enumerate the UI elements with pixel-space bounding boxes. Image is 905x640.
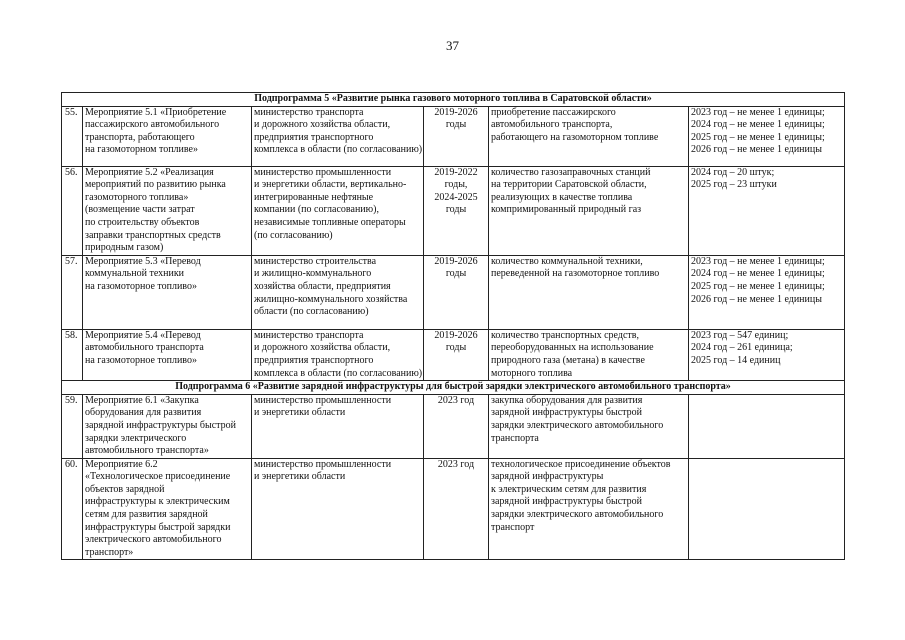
values-cell-line: 2024 год – 20 штук; [691, 166, 775, 178]
row-number [62, 458, 83, 560]
indicator-cell [489, 106, 689, 166]
period-cell-line: годы [445, 119, 467, 131]
period-cell-line: 2019-2022 [434, 166, 478, 178]
measure-cell-line: Мероприятие 5.1 «Приобретение [85, 106, 227, 118]
table-row [62, 255, 845, 329]
measure-cell-line: зарядной инфраструктуры быстрой [85, 419, 236, 431]
row-number [62, 394, 83, 458]
indicator-cell [489, 255, 689, 329]
values-cell-line: 2024 год – 261 единица; [691, 342, 793, 354]
table-row [62, 166, 845, 255]
executor-cell-line: независимые топливные операторы [254, 216, 406, 228]
indicator-cell-line: автомобильного транспорта, [491, 119, 613, 131]
values-cell-line: 2025 год – не менее 1 единицы; [691, 131, 825, 143]
section-header-row [62, 93, 845, 107]
period-cell-line: годы, [444, 179, 468, 191]
executor-cell-line: и дорожного хозяйства области, [254, 119, 391, 131]
indicator-cell-line: моторного топлива [491, 367, 573, 379]
indicator-cell-line: на территории Саратовской области, [491, 179, 647, 191]
indicator-cell-line: реализующих в качестве топлива [491, 191, 633, 203]
period-cell [424, 458, 489, 560]
indicator-cell-line: зарядной инфраструктуры быстрой [491, 407, 642, 419]
executor-cell-line: министерство транспорта [254, 329, 364, 341]
measure-cell-line: коммунальной техники [85, 268, 185, 280]
executor-cell [252, 394, 424, 458]
executor-cell-line: и энергетики области [254, 471, 346, 483]
row-number-line: 60. [65, 458, 78, 470]
measure-cell-line: объектов зарядной [85, 483, 165, 495]
indicator-cell-line: приобретение пассажирского [491, 106, 616, 118]
measure-cell-line: сетям для развития зарядной [85, 509, 208, 521]
period-cell [424, 166, 489, 255]
executor-cell [252, 106, 424, 166]
measure-cell-line: электрического автомобильного [85, 534, 222, 546]
executor-cell-line: (по согласованию) [254, 229, 333, 241]
measure-cell [83, 255, 252, 329]
indicator-cell-line: переоборудованных на использование [491, 342, 654, 354]
values-cell [689, 255, 845, 329]
executor-cell-line: комплекса в области (по согласованию) [254, 144, 423, 156]
executor-cell-line: министерство транспорта [254, 106, 364, 118]
row-number-line: 58. [65, 329, 78, 341]
indicator-cell-line: компримированный природный газ [491, 204, 642, 216]
values-cell [689, 166, 845, 255]
row-number [62, 166, 83, 255]
measure-cell-line: природным газом) [85, 242, 164, 254]
measure-cell-line: по строительству объектов [85, 216, 200, 228]
measure-cell-line: пассажирского автомобильного [85, 119, 220, 131]
executor-cell [252, 255, 424, 329]
measure-cell-line: на газомоторном топливе» [85, 144, 198, 156]
period-cell-line: 2023 год [437, 394, 475, 406]
measure-cell-line: автомобильного транспорта [85, 342, 204, 354]
measure-cell-line: «Технологическое присоединение [85, 471, 231, 483]
measure-cell-line: заправки транспортных средств [85, 229, 221, 241]
row-number [62, 329, 83, 380]
indicator-cell-line: количество коммунальной техники, [491, 255, 643, 267]
period-cell [424, 255, 489, 329]
section-title: Подпрограмма 6 «Развитие зарядной инфраструктуры для быстрой зарядки электрического автомобильного транспорта» [62, 381, 845, 395]
section-title: Подпрограмма 5 «Развитие рынка газового моторного топлива в Саратовской области» [62, 93, 845, 107]
measure-cell-line: Мероприятие 5.4 «Перевод [85, 329, 201, 341]
measure-cell-line: зарядки электрического [85, 432, 187, 444]
row-number [62, 106, 83, 166]
executor-cell-line: министерство промышленности [254, 394, 392, 406]
values-cell [689, 394, 845, 458]
measure-cell [83, 394, 252, 458]
indicator-cell-line: работающего на газомоторном топливе [491, 131, 659, 143]
executor-cell-line: предприятия транспортного [254, 354, 374, 366]
row-number [62, 255, 83, 329]
section-header-row [62, 381, 845, 395]
table-row [62, 329, 845, 380]
executor-cell-line: и жилищно-коммунального [254, 268, 372, 280]
indicator-cell-line: зарядки электрического автомобильного [491, 419, 664, 431]
executor-cell-line: области (по согласованию) [254, 306, 369, 318]
indicator-cell-line: переведенной на газомоторное топливо [491, 268, 660, 280]
period-cell-line: годы [445, 342, 467, 354]
indicator-cell [489, 329, 689, 380]
values-cell-line: 2023 год – не менее 1 единицы; [691, 255, 825, 267]
indicator-cell [489, 458, 689, 560]
indicator-cell [489, 166, 689, 255]
measures-table [61, 92, 845, 560]
period-cell-line: 2019-2026 [434, 255, 478, 267]
measure-cell-line: Мероприятие 6.1 «Закупка [85, 394, 199, 406]
executor-cell-line: министерство промышленности [254, 166, 392, 178]
executor-cell-line: министерство промышленности [254, 458, 392, 470]
executor-cell-line: компании (по согласованию), [254, 204, 379, 216]
row-number-line: 55. [65, 106, 78, 118]
indicator-cell-line: количество газозаправочных станций [491, 166, 651, 178]
table-row [62, 106, 845, 166]
indicator-cell-line: закупка оборудования для развития [491, 394, 643, 406]
executor-cell-line: и энергетики области, вертикально- [254, 179, 407, 191]
measure-cell-line: Мероприятие 6.2 [85, 458, 158, 470]
measure-cell-line: Мероприятие 5.2 «Реализация [85, 166, 214, 178]
measure-cell-line: мероприятий по развитию рынка [85, 179, 226, 191]
values-cell-line: 2026 год – не менее 1 единицы [691, 144, 822, 156]
executor-cell-line: и энергетики области [254, 407, 346, 419]
values-cell [689, 106, 845, 166]
values-cell [689, 458, 845, 560]
indicator-cell-line: технологическое присоединение объектов [491, 458, 671, 470]
row-number-line: 57. [65, 255, 78, 267]
measure-cell-line: транспорта, работающего [85, 131, 195, 143]
table-row [62, 394, 845, 458]
measure-cell-line: оборудования для развития [85, 407, 202, 419]
measure-cell-line: (возмещение части затрат [85, 204, 195, 216]
values-cell-line: 2025 год – 14 единиц [691, 354, 781, 366]
measure-cell-line: Мероприятие 5.3 «Перевод [85, 255, 201, 267]
indicator-cell-line: зарядки электрического автомобильного [491, 509, 664, 521]
period-cell [424, 106, 489, 166]
values-cell-line: 2024 год – не менее 1 единицы; [691, 119, 825, 131]
executor-cell-line: министерство строительства [254, 255, 377, 267]
period-cell-line: 2024-2025 [434, 191, 478, 203]
measure-cell [83, 166, 252, 255]
measure-cell [83, 458, 252, 560]
executor-cell [252, 166, 424, 255]
measure-cell [83, 106, 252, 166]
values-cell-line: 2023 год – 547 единиц; [691, 329, 789, 341]
period-cell-line: годы [445, 204, 467, 216]
values-cell-line: 2025 год – не менее 1 единицы; [691, 280, 825, 292]
values-cell-line: 2026 год – не менее 1 единицы [691, 293, 822, 305]
period-cell-line: 2019-2026 [434, 106, 478, 118]
executor-cell [252, 458, 424, 560]
indicator-cell-line: транспорт [491, 521, 535, 533]
executor-cell-line: комплекса в области (по согласованию) [254, 367, 423, 379]
row-number-line: 56. [65, 166, 78, 178]
measure-cell-line: на газомоторное топливо» [85, 354, 197, 366]
page-number: 37 [446, 38, 459, 53]
row-number-line: 59. [65, 394, 78, 406]
measure-cell-line: инфраструктуры быстрой зарядки [85, 521, 231, 533]
table-row [62, 458, 845, 560]
executor-cell-line: и дорожного хозяйства области, [254, 342, 391, 354]
executor-cell-line: жилищно-коммунального хозяйства [254, 293, 408, 305]
measure-cell-line: инфраструктуры к электрическим [85, 496, 230, 508]
measure-cell-line: на газомоторное топливо» [85, 280, 197, 292]
indicator-cell-line: количество транспортных средств, [491, 329, 639, 341]
values-cell-line: 2025 год – 23 штуки [691, 179, 777, 191]
indicator-cell-line: зарядной инфраструктуры [491, 471, 604, 483]
period-cell-line: годы [445, 268, 467, 280]
period-cell-line: 2019-2026 [434, 329, 478, 341]
measure-cell-line: транспорт» [85, 546, 134, 558]
executor-cell [252, 329, 424, 380]
measure-cell-line: автомобильного транспорта» [85, 445, 209, 457]
indicator-cell [489, 394, 689, 458]
period-cell [424, 394, 489, 458]
indicator-cell-line: природного газа (метана) в качестве [491, 354, 645, 366]
executor-cell-line: интегрированные нефтяные [254, 191, 374, 203]
indicator-cell-line: транспорта [491, 432, 539, 444]
measure-cell [83, 329, 252, 380]
indicator-cell-line: к электрическим сетям для развития [491, 483, 647, 495]
values-cell-line: 2023 год – не менее 1 единицы; [691, 106, 825, 118]
period-cell-line: 2023 год [437, 458, 475, 470]
executor-cell-line: хозяйства области, предприятия [254, 280, 391, 292]
period-cell [424, 329, 489, 380]
indicator-cell-line: зарядной инфраструктуры быстрой [491, 496, 642, 508]
measure-cell-line: газомоторного топлива» [85, 191, 189, 203]
values-cell [689, 329, 845, 380]
values-cell-line: 2024 год – не менее 1 единицы; [691, 268, 825, 280]
executor-cell-line: предприятия транспортного [254, 131, 374, 143]
